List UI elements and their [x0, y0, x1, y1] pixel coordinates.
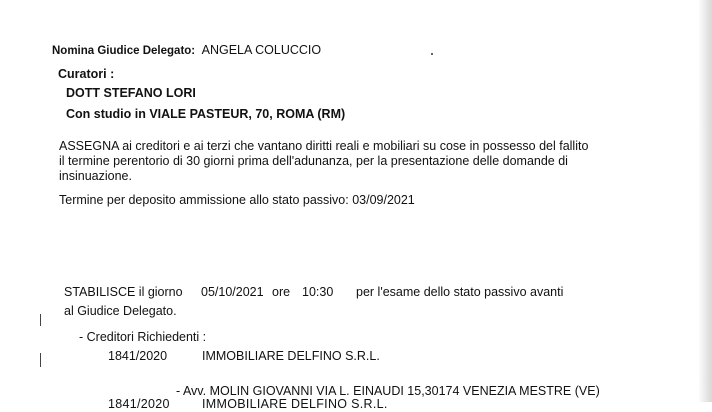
curatori-label: Curatori :	[58, 67, 115, 81]
creditore-number: 1841/2020	[108, 349, 168, 363]
scan-speck	[431, 53, 433, 55]
curatore-name: DOTT STEFANO LORI	[66, 86, 196, 100]
termine-deposito: Termine per deposito ammissione allo stato passivo: 03/09/2021	[59, 193, 415, 207]
creditore-lawyer: - Avv. MOLIN GIOVANNI VIA L. EINAUDI 15,30174 VENEZIA MESTRE (VE)	[176, 384, 600, 398]
margin-mark	[40, 353, 41, 367]
stabilisce-ore-label: ore	[272, 285, 291, 299]
stabilisce-date: 05/10/2021	[201, 285, 264, 299]
nomina-value: ANGELA COLUCCIO	[201, 43, 322, 57]
stabilisce-line-2: al Giudice Delegato.	[64, 304, 177, 318]
creditore-number: 1841/2020	[108, 397, 170, 411]
nomina-label: Nomina Giudice Delegato:	[52, 45, 196, 57]
page-edge-shadow	[698, 0, 712, 402]
assegna-line-1: ASSEGNA ai creditori e ai terzi che vantano diritti reali e mobiliari su cose in possesso del fallito	[59, 139, 589, 153]
creditore-name: IMMOBILIARE DELFINO S.R.L.	[202, 397, 388, 411]
assegna-line-3: insinuazione.	[59, 169, 132, 183]
margin-mark	[40, 314, 41, 326]
nomina-line	[52, 43, 321, 59]
cut-off-line	[108, 397, 528, 411]
creditori-heading: - Creditori Richiedenti :	[79, 330, 207, 344]
stabilisce-label: STABILISCE il giorno	[64, 285, 183, 299]
assegna-line-2: il termine perentorio di 30 giorni prima dell'adunanza, per la presentazione delle domande di	[59, 154, 568, 168]
stabilisce-purpose: per l'esame dello stato passivo avanti	[356, 285, 564, 299]
curatore-studio: Con studio in VIALE PASTEUR, 70, ROMA (RM)	[66, 107, 346, 121]
creditore-name: IMMOBILIARE DELFINO S.R.L.	[202, 349, 380, 363]
stabilisce-time: 10:30	[302, 285, 334, 299]
